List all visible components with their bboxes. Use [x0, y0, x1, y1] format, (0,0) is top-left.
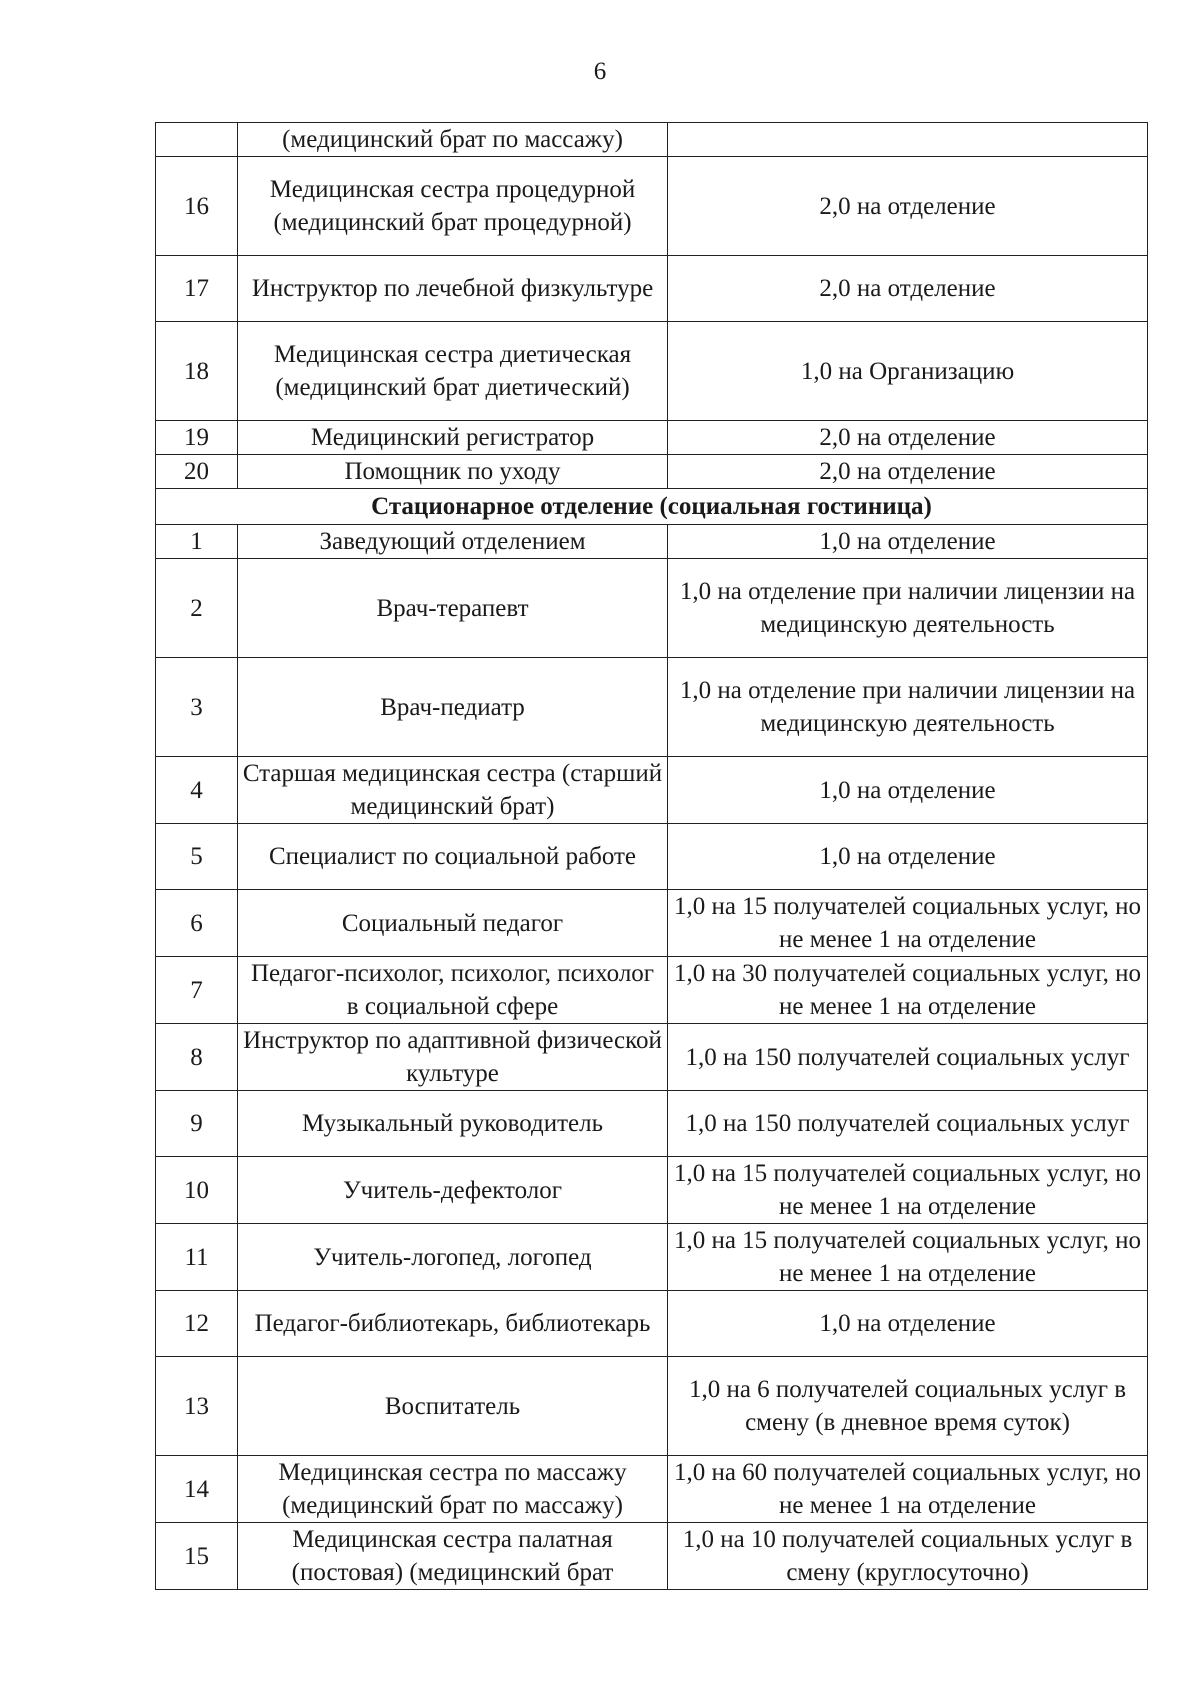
row-number: 2	[156, 559, 238, 658]
table-row	[156, 1523, 1148, 1590]
staff-norm: 1,0 на 6 получателей социальных услуг в смену (в дневное время суток)	[668, 1357, 1148, 1456]
table-row	[156, 559, 1148, 658]
position-name: Медицинская сестра по массажу (медицинский брат по массажу)	[238, 1456, 668, 1523]
staff-norm: 1,0 на 15 получателей социальных услуг, но не менее 1 на отделение	[668, 890, 1148, 957]
row-number: 15	[156, 1523, 238, 1590]
staff-norm	[668, 123, 1148, 157]
staff-norm: 1,0 на отделение	[668, 824, 1148, 890]
table-row	[156, 890, 1148, 957]
section-title: Стационарное отделение (социальная гостиница)	[156, 489, 1148, 525]
row-number: 5	[156, 824, 238, 890]
row-number: 9	[156, 1091, 238, 1157]
table-row	[156, 256, 1148, 322]
position-name: Учитель-дефектолог	[238, 1157, 668, 1224]
table-row	[156, 322, 1148, 421]
row-number: 1	[156, 525, 238, 559]
table-row	[156, 1456, 1148, 1523]
row-number: 8	[156, 1024, 238, 1091]
row-number: 3	[156, 658, 238, 757]
staff-norm: 1,0 на 150 получателей социальных услуг	[668, 1091, 1148, 1157]
row-number: 20	[156, 455, 238, 489]
position-name: Учитель-логопед, логопед	[238, 1224, 668, 1291]
position-name: Педагог-психолог, психолог, психолог в социальной сфере	[238, 957, 668, 1024]
position-name: Врач-педиатр	[238, 658, 668, 757]
row-number: 14	[156, 1456, 238, 1523]
table-row	[156, 1157, 1148, 1224]
position-name: Педагог-библиотекарь, библиотекарь	[238, 1291, 668, 1357]
position-name: Медицинская сестра диетическая (медицинский брат диетический)	[238, 322, 668, 421]
position-name: Социальный педагог	[238, 890, 668, 957]
staff-norm: 2,0 на отделение	[668, 157, 1148, 256]
row-number: 7	[156, 957, 238, 1024]
staff-norm: 1,0 на 60 получателей социальных услуг, но не менее 1 на отделение	[668, 1456, 1148, 1523]
staff-norm: 2,0 на отделение	[668, 421, 1148, 455]
position-name: Врач-терапевт	[238, 559, 668, 658]
staff-norm: 1,0 на отделение	[668, 757, 1148, 824]
staff-norm: 1,0 на 30 получателей социальных услуг, но не менее 1 на отделение	[668, 957, 1148, 1024]
table-body-section	[156, 525, 1148, 1590]
table-row	[156, 123, 1148, 157]
row-number: 16	[156, 157, 238, 256]
row-number: 10	[156, 1157, 238, 1224]
table-row	[156, 658, 1148, 757]
staff-norm: 1,0 на 15 получателей социальных услуг, но не менее 1 на отделение	[668, 1224, 1148, 1291]
staff-norm: 1,0 на 150 получателей социальных услуг	[668, 1024, 1148, 1091]
staff-norm: 1,0 на отделение	[668, 525, 1148, 559]
table-row	[156, 1024, 1148, 1091]
table-row	[156, 1091, 1148, 1157]
position-name: (медицинский брат по массажу)	[238, 123, 668, 157]
position-name: Медицинская сестра палатная (постовая) (медицинский брат	[238, 1523, 668, 1590]
row-number: 4	[156, 757, 238, 824]
section-header-row	[156, 489, 1148, 525]
position-name: Инструктор по лечебной физкультуре	[238, 256, 668, 322]
table-row	[156, 421, 1148, 455]
row-number: 13	[156, 1357, 238, 1456]
staff-norm: 1,0 на отделение при наличии лицензии на медицинскую деятельность	[668, 658, 1148, 757]
table-row	[156, 455, 1148, 489]
table-row	[156, 957, 1148, 1024]
staff-norm: 1,0 на отделение	[668, 1291, 1148, 1357]
row-number: 12	[156, 1291, 238, 1357]
table-row	[156, 1224, 1148, 1291]
table-body-top	[156, 123, 1148, 525]
position-name: Инструктор по адаптивной физической культуре	[238, 1024, 668, 1091]
position-name: Старшая медицинская сестра (старший медицинский брат)	[238, 757, 668, 824]
position-name: Медицинская сестра процедурной (медицинский брат процедурной)	[238, 157, 668, 256]
table-row	[156, 757, 1148, 824]
staff-norm: 1,0 на Организацию	[668, 322, 1148, 421]
table-row	[156, 157, 1148, 256]
position-name: Специалист по социальной работе	[238, 824, 668, 890]
page-number: 6	[593, 58, 607, 85]
position-name: Воспитатель	[238, 1357, 668, 1456]
staff-norm: 2,0 на отделение	[668, 256, 1148, 322]
staff-norm: 2,0 на отделение	[668, 455, 1148, 489]
table-row	[156, 824, 1148, 890]
row-number: 11	[156, 1224, 238, 1291]
row-number: 19	[156, 421, 238, 455]
staff-norm: 1,0 на 10 получателей социальных услуг в смену (круглосуточно)	[668, 1523, 1148, 1590]
position-name: Музыкальный руководитель	[238, 1091, 668, 1157]
position-name: Заведующий отделением	[238, 525, 668, 559]
row-number: 6	[156, 890, 238, 957]
table-row	[156, 525, 1148, 559]
row-number: 18	[156, 322, 238, 421]
position-name: Медицинский регистратор	[238, 421, 668, 455]
table-row	[156, 1357, 1148, 1456]
table-row	[156, 1291, 1148, 1357]
row-number	[156, 123, 238, 157]
row-number: 17	[156, 256, 238, 322]
staffing-table	[155, 122, 1148, 1590]
position-name: Помощник по уходу	[238, 455, 668, 489]
staff-norm: 1,0 на 15 получателей социальных услуг, но не менее 1 на отделение	[668, 1157, 1148, 1224]
staff-norm: 1,0 на отделение при наличии лицензии на медицинскую деятельность	[668, 559, 1148, 658]
